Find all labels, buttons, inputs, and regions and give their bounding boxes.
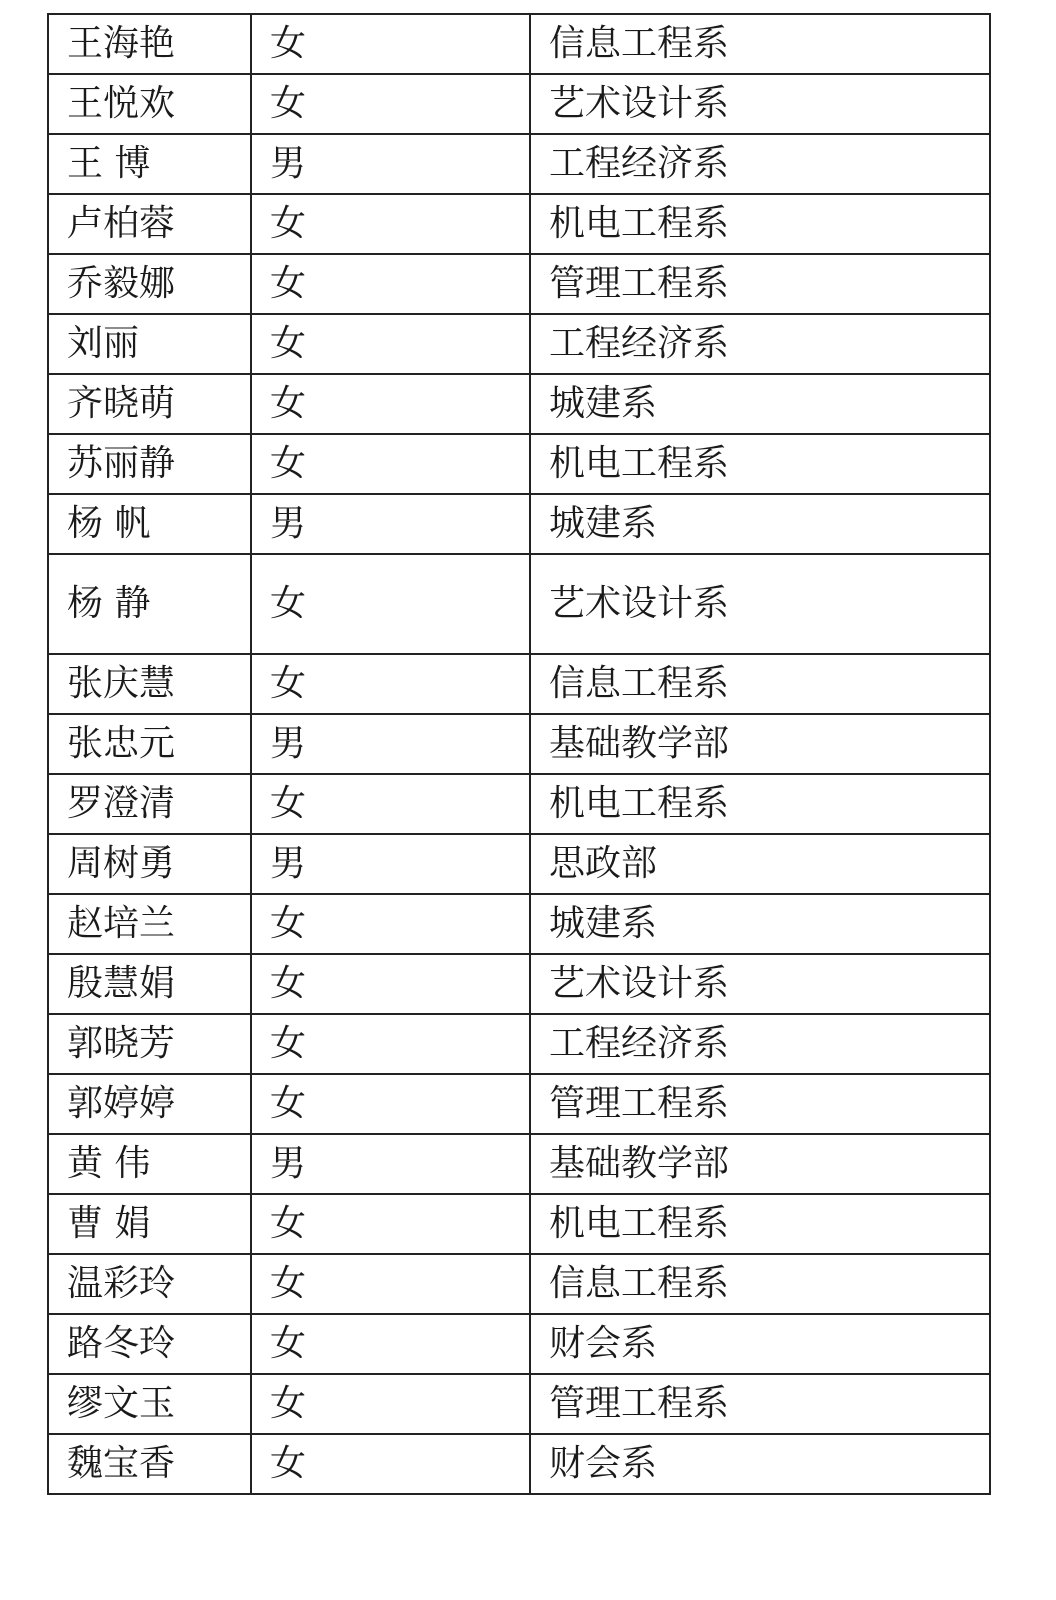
department-cell: 机电工程系	[530, 434, 990, 494]
department-cell: 艺术设计系	[530, 74, 990, 134]
department-cell: 工程经济系	[530, 314, 990, 374]
name-cell: 乔毅娜	[48, 254, 251, 314]
table-row	[48, 654, 990, 714]
name-cell: 杨 静	[48, 554, 251, 654]
table-row	[48, 254, 990, 314]
name-cell: 王 博	[48, 134, 251, 194]
gender-cell: 女	[251, 14, 530, 74]
table-row	[48, 314, 990, 374]
department-cell: 机电工程系	[530, 774, 990, 834]
table-row	[48, 1194, 990, 1254]
name-cell: 缪文玉	[48, 1374, 251, 1434]
gender-cell: 女	[251, 554, 530, 654]
table-row	[48, 14, 990, 74]
name-cell: 苏丽静	[48, 434, 251, 494]
table-row	[48, 494, 990, 554]
gender-cell: 女	[251, 314, 530, 374]
table-row	[48, 1254, 990, 1314]
department-cell: 基础教学部	[530, 714, 990, 774]
roster-table	[47, 13, 991, 1495]
department-cell: 财会系	[530, 1314, 990, 1374]
department-cell: 基础教学部	[530, 1134, 990, 1194]
gender-cell: 男	[251, 1134, 530, 1194]
table-row	[48, 1374, 990, 1434]
department-cell: 信息工程系	[530, 14, 990, 74]
department-cell: 财会系	[530, 1434, 990, 1494]
department-cell: 管理工程系	[530, 254, 990, 314]
name-cell: 黄 伟	[48, 1134, 251, 1194]
roster-table-body	[48, 14, 990, 1494]
department-cell: 机电工程系	[530, 1194, 990, 1254]
department-cell: 信息工程系	[530, 1254, 990, 1314]
gender-cell: 女	[251, 1074, 530, 1134]
department-cell: 信息工程系	[530, 654, 990, 714]
name-cell: 赵培兰	[48, 894, 251, 954]
department-cell: 工程经济系	[530, 1014, 990, 1074]
gender-cell: 女	[251, 774, 530, 834]
gender-cell: 女	[251, 1194, 530, 1254]
table-row	[48, 194, 990, 254]
name-cell: 卢柏蓉	[48, 194, 251, 254]
table-row	[48, 834, 990, 894]
gender-cell: 女	[251, 1014, 530, 1074]
name-cell: 罗澄清	[48, 774, 251, 834]
department-cell: 思政部	[530, 834, 990, 894]
table-row	[48, 1134, 990, 1194]
department-cell: 工程经济系	[530, 134, 990, 194]
name-cell: 王海艳	[48, 14, 251, 74]
table-row	[48, 134, 990, 194]
gender-cell: 女	[251, 74, 530, 134]
table-row	[48, 1434, 990, 1494]
department-cell: 城建系	[530, 374, 990, 434]
table-row	[48, 954, 990, 1014]
department-cell: 管理工程系	[530, 1074, 990, 1134]
name-cell: 张忠元	[48, 714, 251, 774]
gender-cell: 女	[251, 1374, 530, 1434]
roster-sheet	[47, 13, 989, 1495]
name-cell: 魏宝香	[48, 1434, 251, 1494]
gender-cell: 男	[251, 134, 530, 194]
gender-cell: 女	[251, 254, 530, 314]
gender-cell: 女	[251, 194, 530, 254]
name-cell: 周树勇	[48, 834, 251, 894]
gender-cell: 女	[251, 1434, 530, 1494]
name-cell: 郭晓芳	[48, 1014, 251, 1074]
name-cell: 曹 娟	[48, 1194, 251, 1254]
name-cell: 张庆慧	[48, 654, 251, 714]
table-row	[48, 894, 990, 954]
gender-cell: 女	[251, 1254, 530, 1314]
gender-cell: 男	[251, 714, 530, 774]
gender-cell: 男	[251, 494, 530, 554]
table-row	[48, 554, 990, 654]
department-cell: 管理工程系	[530, 1374, 990, 1434]
name-cell: 郭婷婷	[48, 1074, 251, 1134]
department-cell: 艺术设计系	[530, 554, 990, 654]
table-row	[48, 74, 990, 134]
gender-cell: 女	[251, 374, 530, 434]
department-cell: 城建系	[530, 494, 990, 554]
table-row	[48, 1074, 990, 1134]
name-cell: 殷慧娟	[48, 954, 251, 1014]
gender-cell: 女	[251, 1314, 530, 1374]
department-cell: 艺术设计系	[530, 954, 990, 1014]
name-cell: 温彩玲	[48, 1254, 251, 1314]
table-row	[48, 1314, 990, 1374]
gender-cell: 男	[251, 834, 530, 894]
table-row	[48, 714, 990, 774]
table-row	[48, 1014, 990, 1074]
name-cell: 路冬玲	[48, 1314, 251, 1374]
name-cell: 齐晓萌	[48, 374, 251, 434]
table-row	[48, 374, 990, 434]
gender-cell: 女	[251, 434, 530, 494]
table-row	[48, 774, 990, 834]
table-row	[48, 434, 990, 494]
gender-cell: 女	[251, 654, 530, 714]
name-cell: 王悦欢	[48, 74, 251, 134]
department-cell: 城建系	[530, 894, 990, 954]
name-cell: 刘丽	[48, 314, 251, 374]
name-cell: 杨 帆	[48, 494, 251, 554]
gender-cell: 女	[251, 894, 530, 954]
department-cell: 机电工程系	[530, 194, 990, 254]
gender-cell: 女	[251, 954, 530, 1014]
